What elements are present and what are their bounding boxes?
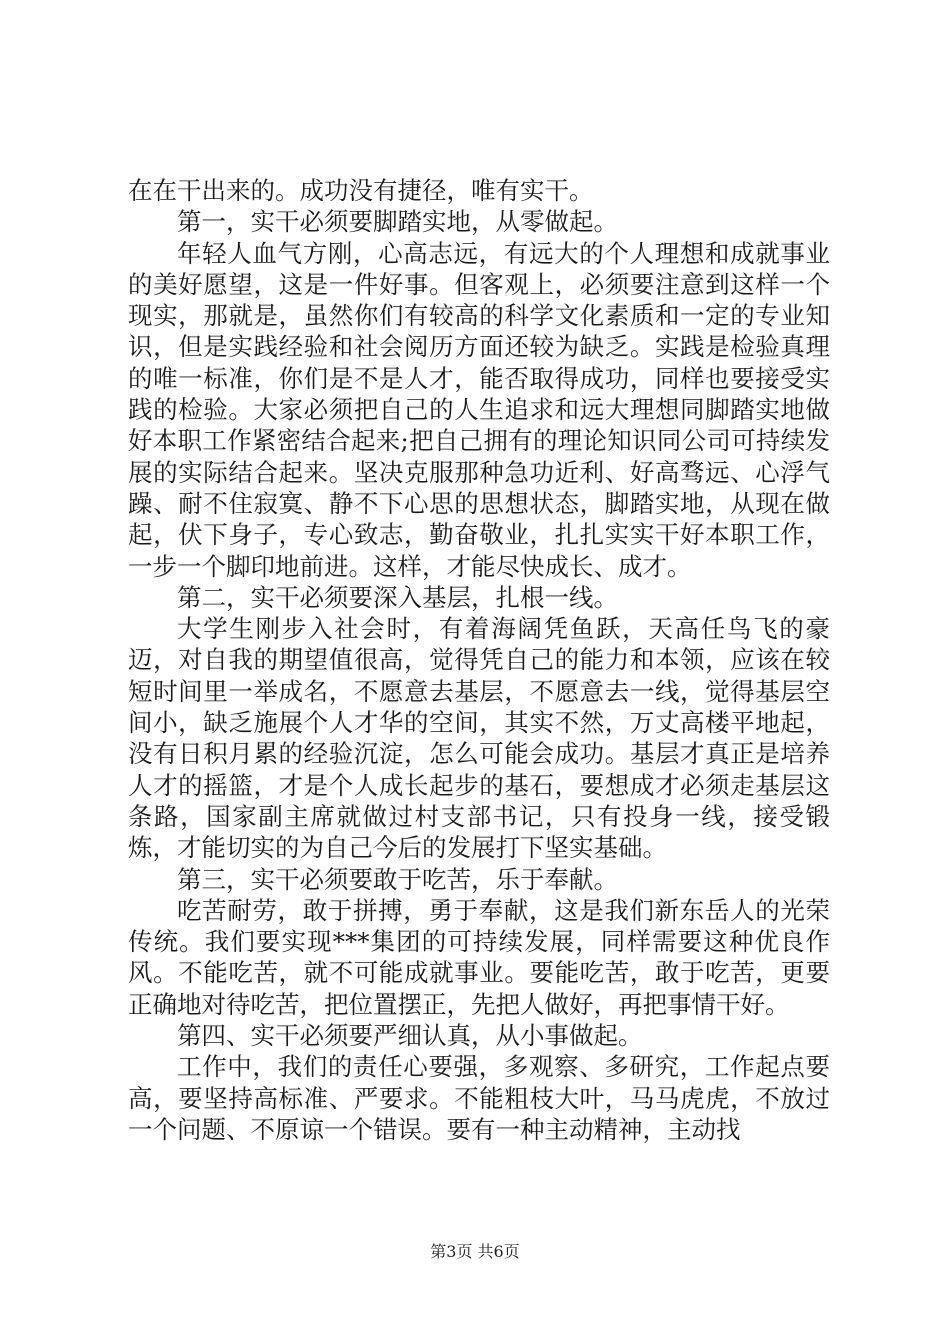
section-heading-2: 第二，实干必须要深入基层，扎根一线。 [177, 582, 618, 612]
paragraph-2: 大学生刚步入社会时，有着海阔凭鱼跃，天高任鸟飞的豪迈，对自我的期望值很高，觉得凭自己的能力和本领，应该在较短时间里一举成名，不愿意去基层，不愿意去一线，觉得基层空间小，缺乏施展个人才华的空间，其实不然，万丈高楼平地起，没有日积月累的经验沉淀，怎么可能会成功。基层才真正是培养人才的摇篮，才是个人成长起步的基石，要想成才必须走基层这条路，国家副主席就做过村支部书记，只有投身一线，接受锻炼，才能切实的为自己今后的发展打下坚实基础。 [128, 614, 830, 863]
section-heading-1: 第一，实干必须要脚踏实地，从零做起。 [177, 207, 618, 237]
page-number-footer: 第3页 共6页 [430, 1242, 520, 1261]
paragraph-4: 工作中，我们的责任心要强，多观察、多研究，工作起点要高，要坚持高标准、严要求。不能粗枝大叶，马马虎虎，不放过一个问题、不原谅一个错误。要有一种主动精神，主动找 [128, 1052, 830, 1144]
document-body [128, 175, 830, 1145]
section-heading-3: 第三，实干必须要敢于吃苦，乐于奉献。 [177, 864, 618, 894]
paragraph-continuation: 在在干出来的。成功没有捷径，唯有实干。 [128, 176, 594, 205]
paragraph-1: 年轻人血气方刚，心高志远，有远大的个人理想和成就事业的美好愿望，这是一件好事。但客观上，必须要注意到这样一个现实，那就是，虽然你们有较高的科学文化素质和一定的专业知识，但是实践经验和社会阅历方面还较为缺乏。实践是检验真理的唯一标准，你们是不是人才，能否取得成功，同样也要接受实践的检验。大家必须把自己的人生追求和远大理想同脚踏实地做好本职工作紧密结合起来;把自己拥有的理论知识同公司可持续发展的实际结合起来。坚决克服那种急功近利、好高骛远、心浮气躁、耐不住寂寞、静不下心思的思想状态，脚踏实地，从现在做起，伏下身子，专心致志，勤奋敬业，扎扎实实干好本职工作，一步一个脚印地前进。这样，才能尽快成长、成才。 [128, 238, 830, 581]
paragraph-3: 吃苦耐劳，敢于拼搏，勇于奉献，这是我们新东岳人的光荣传统。我们要实现***集团的可持续发展，同样需要这种优良作风。不能吃苦，就不可能成就事业。要能吃苦，敢于吃苦，更要正确地对待吃苦，把位置摆正，先把人做好，再把事情干好。 [128, 895, 830, 1019]
section-heading-4: 第四、实干必须要严细认真，从小事做起。 [177, 1021, 643, 1051]
